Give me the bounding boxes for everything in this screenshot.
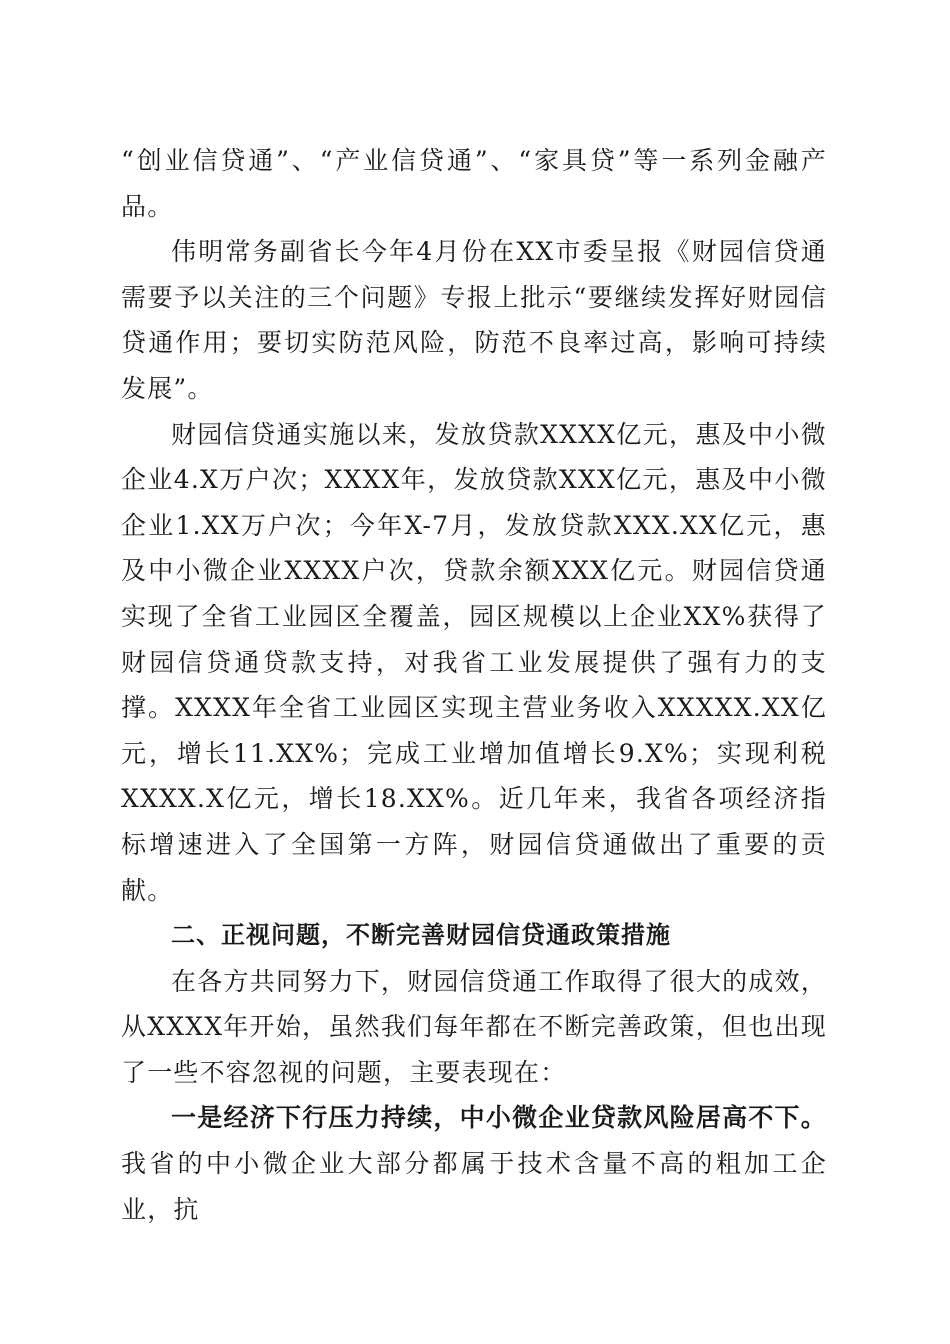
paragraph-product-list: “创业信贷通”、“产业信贷通”、“家具贷”等一系列金融产品。 — [121, 146, 827, 221]
paragraph-first-problem — [121, 1095, 827, 1232]
paragraph-loan-statistics: 财园信贷通实施以来，发放贷款XXXX亿元，惠及中小微企业4.X万户次；XXXX年，发放贷款XXX亿元，惠及中小微企业1.XX万户次；今年X-7月，发放贷款XXX.XX亿元，惠及中小微企业XXXX户次，贷款余额XXX亿元。财园信贷通实现了全省工业园区全覆盖，园区规模以上企业XX%获得了财园信贷通贷款支持，对我省工业发展提供了强有力的支撑。XXXX年全省工业园区实现主营业务收入XXXXX.XX亿元，增长11.XX%；完成工业增加值增长9.X%；实现利税XXXX.X亿元，增长18.XX%。近几年来，我省各项经济指标增速进入了全国第一方阵，财园信贷通做出了重要的贡献。 — [121, 419, 827, 905]
paragraph-problems-intro: 在各方共同努力下，财园信贷通工作取得了很大的成效，从XXXX年开始，虽然我们每年都在不断完善政策，但也出现了一些不容忽视的问题，主要表现在： — [121, 966, 827, 1087]
paragraph-vice-governor-instruction: 伟明常务副省长今年4月份在XX市委呈报《财园信贷通需要予以关注的三个问题》专报上批示“要继续发挥好财园信贷通作用；要切实防范风险，防范不良率过高，影响可持续发展”。 — [121, 237, 827, 403]
section-heading: 二、正视问题，不断完善财园信贷通政策措施 — [171, 921, 671, 950]
document-body — [121, 138, 827, 1232]
first-problem-lead: 一是经济下行压力持续，中小微企业贷款风险居高不下。 — [171, 1103, 827, 1133]
first-problem-body: 我省的中小微企业大部分都属于技术含量不高的粗加工企业，抗 — [121, 1149, 827, 1224]
